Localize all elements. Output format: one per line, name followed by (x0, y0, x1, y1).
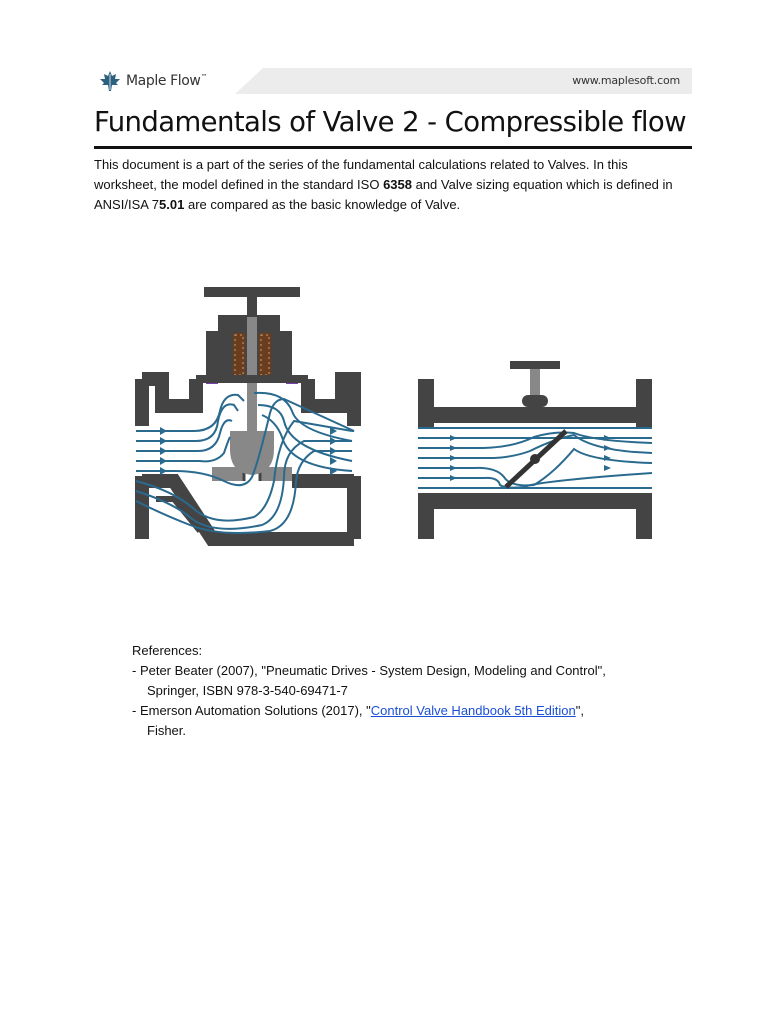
control-valve-handbook-link[interactable]: Control Valve Handbook 5th Edition (370, 703, 576, 718)
reference-text: - Peter Beater (2007), "Pneumatic Drives - System Design, Modeling and Control", (132, 663, 606, 678)
reference-item (132, 701, 692, 741)
reference-text: - Emerson Automation Solutions (2017), " (132, 703, 371, 718)
globe-valve-flow-diagram (136, 287, 354, 539)
reference-text-end: ", (575, 703, 584, 718)
intro-paragraph: This document is a part of the series of the fundamental calculations related to Valves. In this worksheet, the model defined in the standard ISO 6358 and Valve sizing equation which is defined in ANSI/ISA 75.01 are compared as the basic knowledge of Valve. (94, 157, 673, 212)
reference-item (132, 661, 692, 701)
butterfly-valve-flow-diagram (418, 361, 652, 539)
reference-text-cont: Springer, ISBN 978-3-540-69471-7 (147, 683, 348, 698)
references-section (132, 641, 692, 741)
title-rule (94, 146, 692, 149)
maple-leaf-icon (99, 70, 121, 92)
page-title: Fundamentals of Valve 2 - Compressible flow (94, 106, 686, 138)
valve-figure (134, 281, 654, 549)
logo-text: Maple Flow™ (126, 73, 208, 89)
document-header (95, 68, 692, 94)
valve-figure-svg (134, 281, 654, 549)
site-url: www.maplesoft.com (572, 74, 680, 87)
reference-text-cont: Fisher. (147, 723, 187, 738)
maple-flow-logo (99, 69, 207, 93)
references-heading: References: (132, 643, 203, 658)
